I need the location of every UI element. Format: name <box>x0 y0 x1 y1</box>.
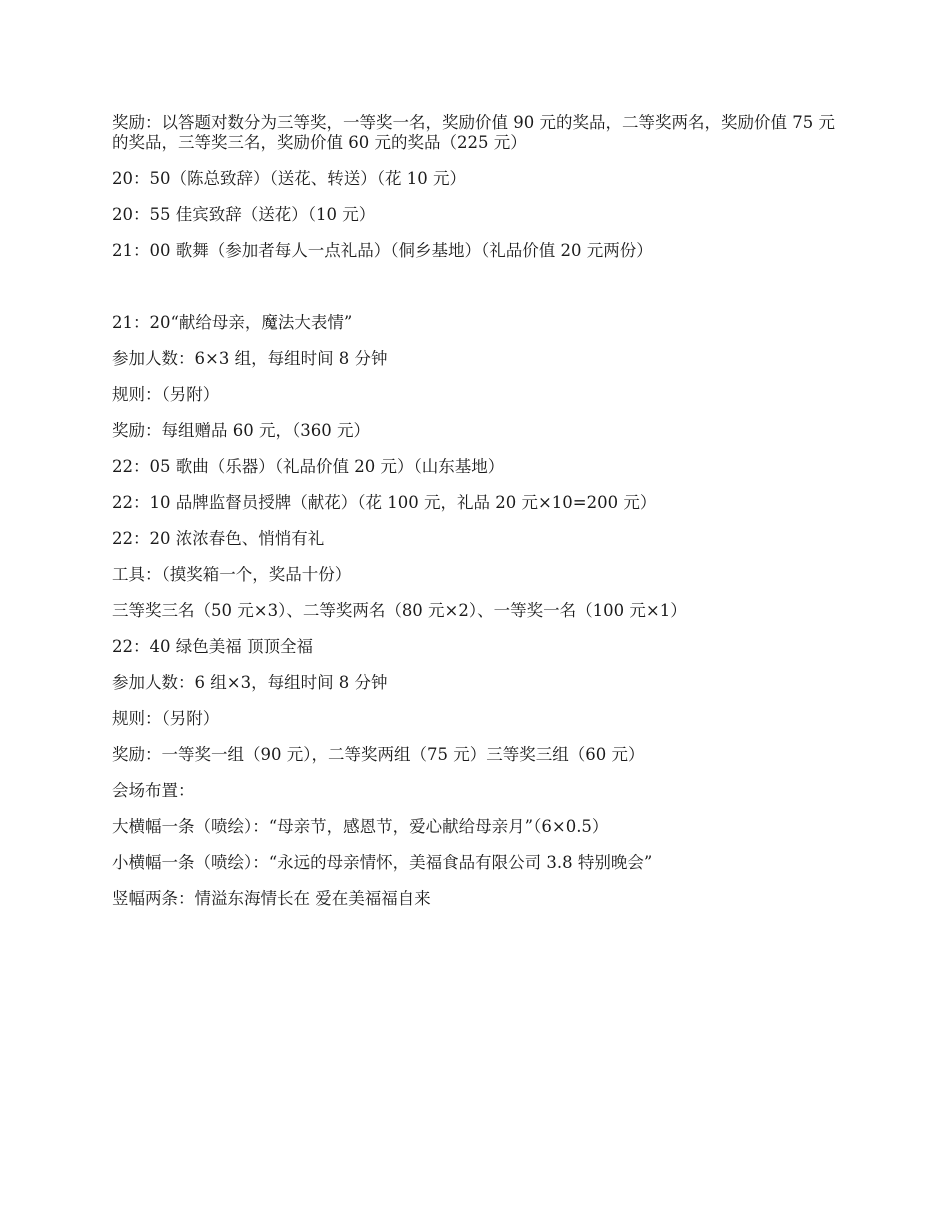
paragraph-2120-mother-game: 21：20“献给母亲，魔法大表情” <box>112 313 353 332</box>
paragraph-2210-brand-award: 22：10 品牌监督员授牌（献花）（花 100 元，礼品 20 元×10=200 元） <box>112 493 657 512</box>
paragraph-small-banner: 小横幅一条（喷绘）：“永远的母亲情怀，美福食品有限公司 3.8 特别晚会” <box>112 853 653 872</box>
paragraph-2050-speech: 20：50（陈总致辞）（送花、转送）（花 10 元） <box>112 169 466 188</box>
paragraph-reward-quiz: 奖励：以答题对数分为三等奖，一等奖一名，奖励价值 90 元的奖品，二等奖两名，奖励价值 75 元的奖品，三等奖三名，奖励价值 60 元的奖品（225 元） <box>112 113 835 152</box>
paragraph-2220-lottery: 22：20 浓浓春色、悄悄有礼 <box>112 529 325 548</box>
paragraph-large-banner: 大横幅一条（喷绘）：“母亲节，感恩节，爱心献给母亲月”（6×0.5） <box>112 817 609 836</box>
document-body <box>112 113 838 925</box>
paragraph-tools: 工具：（摸奖箱一个，奖品十份） <box>112 565 352 584</box>
paragraph-2205-song: 22：05 歌曲（乐器）（礼品价值 20 元）（山东基地） <box>112 457 505 476</box>
paragraph-reward-2: 奖励：一等奖一组（90 元），二等奖两组（75 元）三等奖三组（60 元） <box>112 745 645 764</box>
paragraph-vertical-banners: 竖幅两条：情溢东海情长在 爱在美福福自来 <box>112 889 431 908</box>
paragraph-2100-song-dance: 21：00 歌舞（参加者每人一点礼品）（侗乡基地）（礼品价值 20 元两份） <box>112 241 653 260</box>
paragraph-venue-heading: 会场布置： <box>112 781 195 800</box>
paragraph-2240-game: 22：40 绿色美福 顶顶全福 <box>112 637 313 656</box>
paragraph-prize-tiers: 三等奖三名（50 元×3）、二等奖两名（80 元×2）、一等奖一名（100 元×1） <box>112 601 687 620</box>
paragraph-participants-1: 参加人数：6×3 组，每组时间 8 分钟 <box>112 349 388 368</box>
paragraph-reward-1: 奖励：每组赠品 60 元，（360 元） <box>112 421 370 440</box>
paragraph-rules-2: 规则：（另附） <box>112 709 220 728</box>
paragraph-2055-guest-speech: 20：55 佳宾致辞（送花）（10 元） <box>112 205 376 224</box>
paragraph-rules-1: 规则：（另附） <box>112 385 220 404</box>
paragraph-participants-2: 参加人数：6 组×3，每组时间 8 分钟 <box>112 673 388 692</box>
